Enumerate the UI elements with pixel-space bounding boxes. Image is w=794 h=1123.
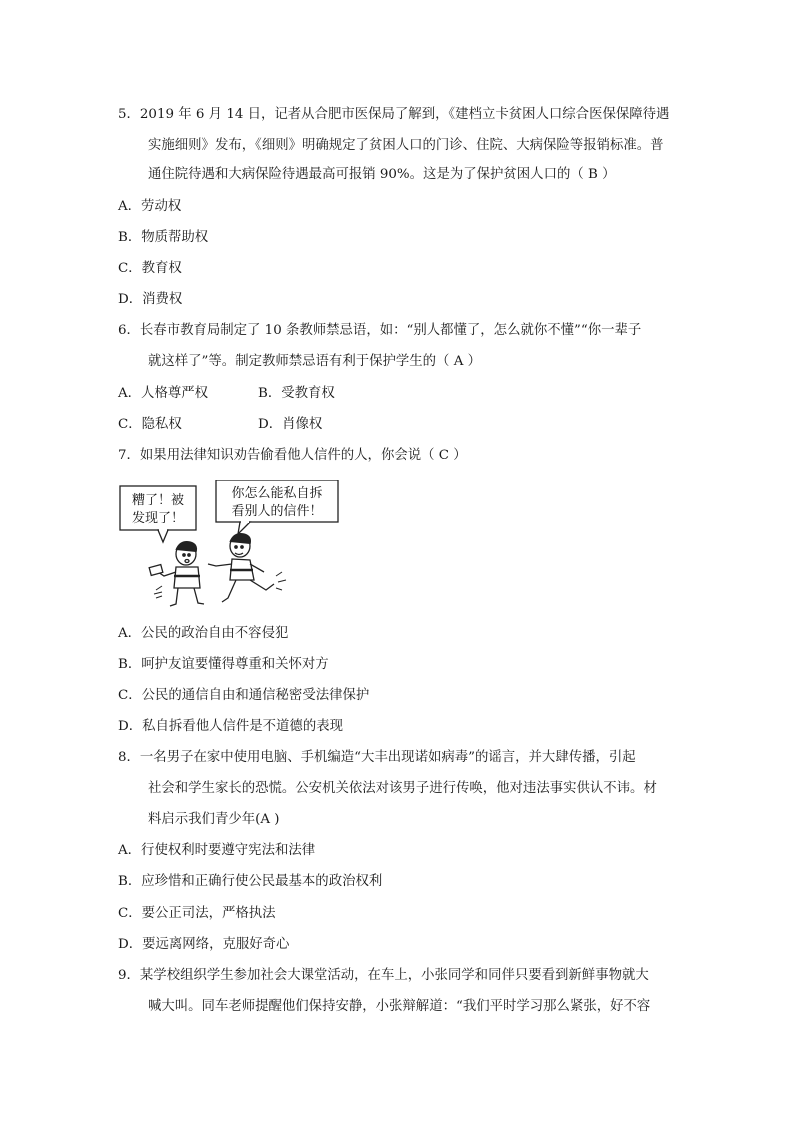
q5-line-1: 5．2019 年 6 月 14 日，记者从合肥市医保局了解到，《建档立卡贫困人口综合医保保障待遇 <box>118 107 670 122</box>
q7-option-d: D．私自拆看他人信件是不道德的表现 <box>118 719 343 734</box>
cartoon-illustration <box>118 480 358 610</box>
q9-line-2: 喊大叫。同车老师提醒他们保持安静，小张辩解道：“我们平时学习那么紧张，好不容 <box>148 999 651 1014</box>
q6-option-b: B．受教育权 <box>258 386 335 401</box>
q8-option-c: C．要公正司法，严格执法 <box>118 906 276 921</box>
q8-option-d: D．要远离网络，克服好奇心 <box>118 937 290 952</box>
q5-line-2: 实施细则》发布，《细则》明确规定了贫困人口的门诊、住院、大病保险等报销标准。普 <box>148 138 664 153</box>
boy-reading-letter-figure <box>149 542 204 606</box>
q8-option-b: B．应珍惜和正确行使公民最基本的政治权利 <box>118 874 383 889</box>
speech-bubble-right <box>216 480 338 534</box>
q7-option-b: B．呵护友谊要懂得尊重和关怀对方 <box>118 657 329 672</box>
q5-option-a: A．劳动权 <box>118 199 182 214</box>
q5-option-d: D．消费权 <box>118 292 183 307</box>
q7-option-a: A．公民的政治自由不容侵犯 <box>118 626 289 641</box>
q5-option-c: C．教育权 <box>118 261 182 276</box>
q6-line-1: 6．长春市教育局制定了 10 条教师禁忌语，如：“别人都懂了，怎么就你不懂”“你一辈子 <box>118 323 642 338</box>
q8-option-a: A．行使权利时要遵守宪法和法律 <box>118 843 316 858</box>
q9-line-1: 9．某学校组织学生参加社会大课堂活动，在车上，小张同学和同伴只要看到新鲜事物就大 <box>118 968 649 983</box>
q5-option-b: B．物质帮助权 <box>118 230 209 245</box>
q8-line-2: 社会和学生家长的恐慌。公安机关依法对该男子进行传唤，他对违法事实供认不讳。材 <box>148 781 657 796</box>
q6-line-2: 就这样了”等。制定教师禁忌语有利于保护学生的（ A ） <box>148 354 482 369</box>
q6-option-d: D．肖像权 <box>258 417 323 432</box>
bubble-left-line-2: 发现了！ <box>131 511 185 526</box>
boy-pointing-figure <box>208 534 286 602</box>
q6-option-a: A．人格尊严权 <box>118 386 209 401</box>
q5-line-3: 通住院待遇和大病保险待遇最高可报销 90%。这是为了保护贫困人口的（ B ） <box>148 167 616 182</box>
speech-bubble-left <box>120 486 196 542</box>
q7-option-c: C．公民的通信自由和通信秘密受法律保护 <box>118 688 370 703</box>
bubble-right-line-2: 看别人的信件！ <box>231 504 323 519</box>
q7-line-1: 7．如果用法律知识劝告偷看他人信件的人，你会说（ C ） <box>118 448 467 463</box>
bubble-right-line-1: 你怎么能私自拆 <box>231 486 323 501</box>
q8-line-1: 8．一名男子在家中使用电脑、手机编造“大丰出现诺如病毒”的谣言，并大肆传播，引起 <box>118 750 636 765</box>
q8-line-3: 料启示我们青少年(A ) <box>148 812 280 827</box>
q6-option-c: C．隐私权 <box>118 417 182 432</box>
bubble-left-line-1: 糟了！被 <box>131 493 185 508</box>
